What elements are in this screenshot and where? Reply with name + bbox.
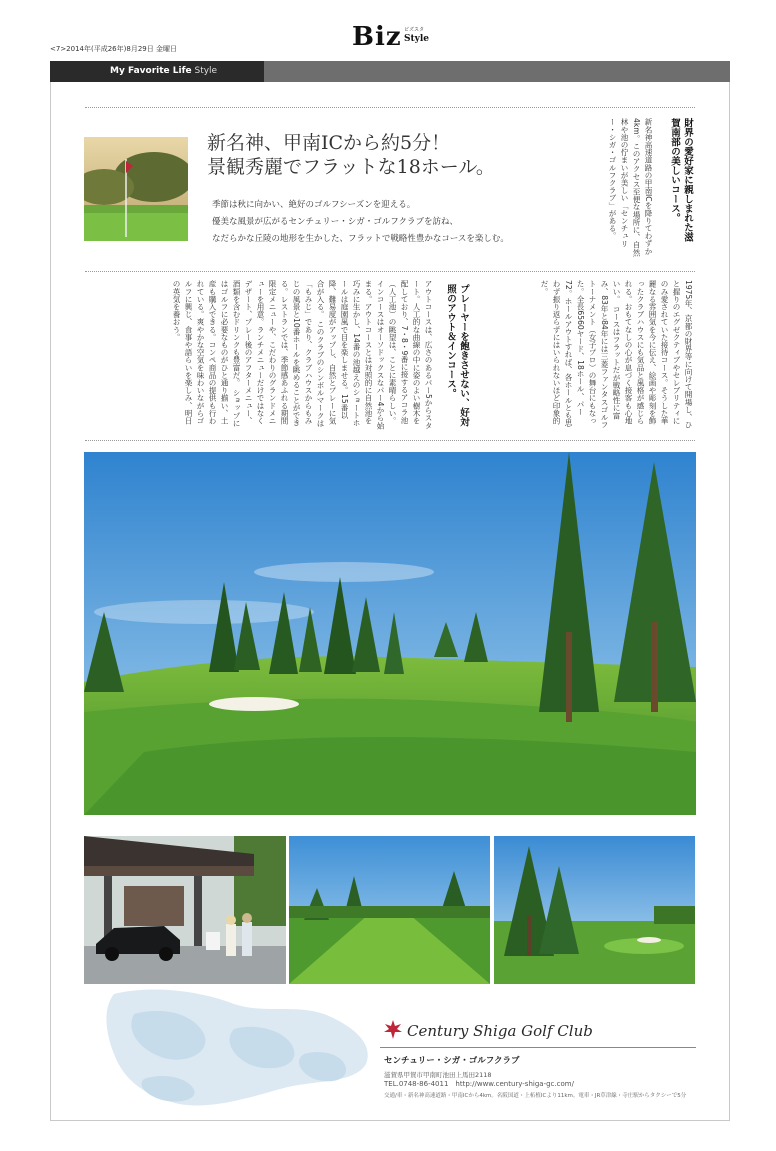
lead-paragraph [212,197,572,248]
club-divider [380,1047,696,1048]
club-logo [383,1016,703,1048]
brand-sub: Style [404,34,430,44]
green-photo [494,836,695,984]
course-map [84,984,384,1120]
banner-bold: My Favorite Life [110,66,192,76]
issue-date: <7>2014年(平成26年)8月29日 金曜日 [50,45,177,53]
course-main-photo [84,452,696,815]
section2-body [84,280,434,430]
section-banner [50,61,730,82]
headline-line-2: 景観秀麗でフラットな18ホール。 [207,156,495,178]
maple-leaf-icon [383,1018,403,1042]
divider-bottom [85,440,695,441]
divider-middle [85,271,695,272]
lead-line-1: 季節は秋に向かい、絶好のゴルフシーズンを迎える。 [212,200,416,210]
headline [207,131,577,179]
brand-logo [352,22,432,56]
section2-body-d: ショップにはゴルフに必要なものがひと通り揃い、土産も購入できる。コンペ商品の提供も行われている。爽やかな空気を味わいながらゴルフに興じ、食事や語らいを楽しみ、明日の英気を養おう。 [172,280,241,427]
section2-body-c: このクラブのシンボルマークは「もみじ」であり、クラブハウスからもみじの風景と10番ホールを眺めることができる。レストランでは、季節感あふれる期間限定メニューや、こだわりのグランドメニューを用意。ランチメニューだけではなくデザート、プレー後のアフターメニュー、酒類を含むドリンクも豊富だ。 [232,280,325,427]
banner-label [50,61,264,82]
section2-body-a: アウトコースは、広さのあるパー5からスタート。人工的な曲線の中に姿のよい樹木を配しており、7・8・9番に接するアコラ池（人工池）の眺望は、ことに素晴らしい。 [388,280,433,430]
section1-body-c-text: コースはフラットだが戦略性に富み、83年と84年には三菱ファンタスゴルフトーナメント（女子プロ）の舞台にもなった。全長6560ヤード、18ホール、パー72。ホールアウトすれば、各ホールとも思わず振り返らずにはいられないほど印象的だ。 [540,280,621,429]
section1-heading: 財界の愛好家に親しまれた滋賀南部の美しいコース。 [669,118,693,242]
divider-top [85,107,695,108]
section1-body-a: 新名神高速道路の甲南ICを降りてわずか4km。このアクセス至便な場所に、自然林や池の佇まいが美しい「センチュリー・シガ・ゴルフクラブ」がある。 [608,118,653,257]
brand-ruby: ビズスタ [404,27,425,33]
banner-light: Style [194,66,218,76]
club-access: 交通/車・新名神高速道路・甲南ICから4km。名阪国道・上柘植ICより11km。電車・JR草津線・寺庄駅からタクシーで5分 [384,1093,687,1099]
brand-main: Biz [352,22,402,52]
club-logo-text: Century Shiga Golf Club [407,1022,593,1040]
lead-line-3: なだらかな丘陵の地形を生かした、フラットで戦略性豊かなコースを楽しむ。 [212,234,509,244]
section1-body-b-text: 1975年、京都の財界等に向けて開場し、ひと握りのエグゼクティブやセレブリティにのみ愛されていた接待コース。そうした華麗なる雰囲気を今に伝え、絵画や彫刻を飾ったクラブハウスにも気品と風格が感じられる。おもてなしの心が息づく接客も心地いい。 [612,280,693,429]
headline-line-1: 新名神、甲南ICから約5分！ [207,132,451,154]
club-address: 滋賀県甲賀市甲南町池田上馬田2118 [384,1071,492,1079]
flag-thumbnail [84,137,188,241]
club-name: センチュリー・シガ・ゴルフクラブ [384,1056,520,1066]
fairway-photo [289,836,490,984]
clubhouse-photo [84,836,286,984]
section1-body-b [512,280,694,430]
club-tel: TEL.0748-86-4011 http://www.century-shiga-gc.com/ [384,1080,574,1088]
section2-body-b: インコースはオーソドックスなパー4から始まる。アウトコースとは対照的に自然池を巧みに生かし、14番の池越えのショートホールは庭園風で目を楽しませる。15番以降、難易度がアップし、自然とプレーに気合が入る。 [316,280,385,430]
section2-heading: プレーヤーを飽きさせない、好対照のアウト＆インコース。 [445,284,469,427]
lead-line-2: 優美な風景が広がるセンチュリー・シガ・ゴルフクラブを訪ね、 [212,217,458,227]
